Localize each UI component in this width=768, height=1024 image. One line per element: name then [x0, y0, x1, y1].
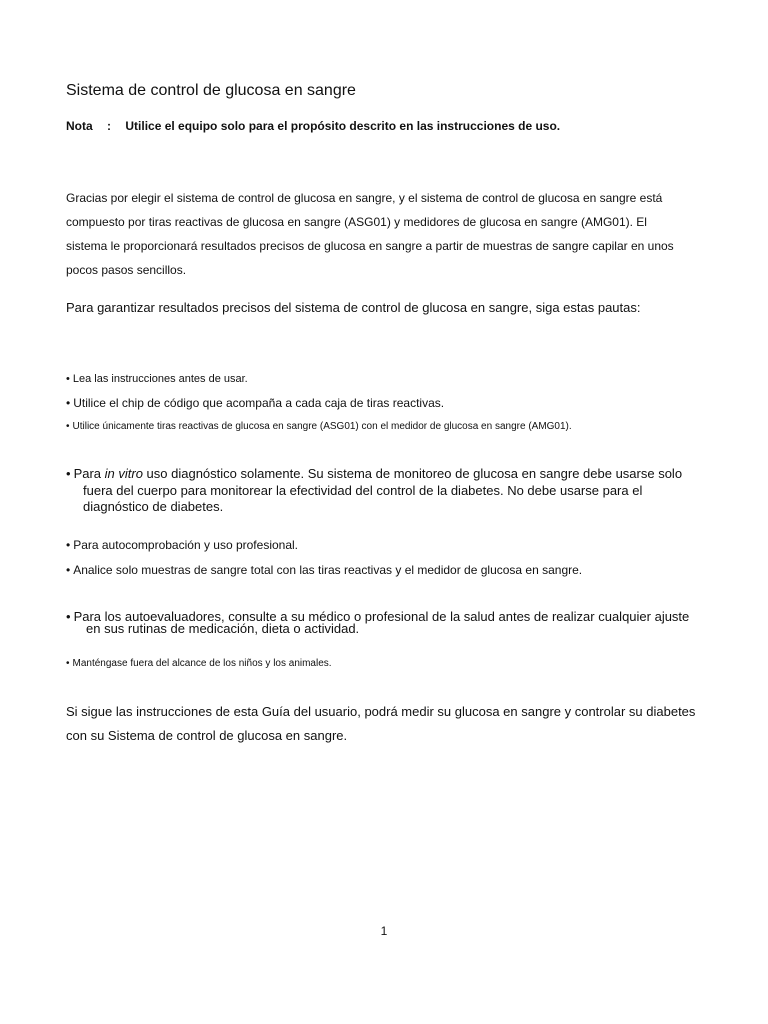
intro-line-1: Gracias por elegir el sistema de control de glucosa en sangre, y el sistema de control de glucosa en sangre está — [66, 191, 663, 205]
intro-line-4: pocos pasos sencillos. — [66, 263, 187, 277]
bullet-strips-only — [66, 421, 572, 432]
bullet-dot: • — [66, 538, 71, 552]
note-label: Nota — [66, 119, 93, 133]
note-text: Utilice el equipo solo para el propósito descrito en las instrucciones de uso. — [125, 119, 561, 133]
bullet-dot: • — [66, 563, 71, 577]
bullet-text: Lea las instrucciones antes de usar. — [72, 373, 248, 385]
bullet-text-italic: in vitro — [104, 466, 143, 481]
bullet-text-post: uso diagnóstico solamente. Su sistema de monitoreo de glucosa en sangre debe usarse solo — [142, 466, 683, 481]
bullet-dot: • — [66, 609, 71, 624]
bullet-in-vitro-line-3: diagnóstico de diabetes. — [83, 499, 224, 514]
bullet-whole-blood — [66, 563, 582, 577]
bullet-text-pre: Para — [73, 466, 105, 481]
closing-line-2: con su Sistema de control de glucosa en sangre. — [66, 728, 348, 743]
page-number: 1 — [380, 924, 388, 938]
intro-line-2: compuesto por tiras reactivas de glucosa en sangre (ASG01) y medidores de glucosa en sangre (AMG01). El — [66, 215, 647, 229]
note-separator: : — [107, 119, 112, 133]
guidelines-intro: Para garantizar resultados precisos del sistema de control de glucosa en sangre, siga estas pautas: — [66, 300, 641, 315]
bullet-code-chip — [66, 396, 444, 410]
page-title: Sistema de control de glucosa en sangre — [66, 82, 356, 99]
intro-line-3: sistema le proporcionará resultados precisos de glucosa en sangre a partir de muestras de sangre capilar en unos — [66, 239, 674, 253]
note — [66, 119, 560, 133]
bullet-text: Para los autoevaluadores, consulte a su médico o profesional de la salud antes de realizar cualquier ajuste — [73, 609, 690, 624]
bullet-dot: • — [66, 373, 70, 385]
bullet-text: Para autocomprobación y uso profesional. — [73, 538, 299, 552]
bullet-text: Manténgase fuera del alcance de los niños y los animales. — [72, 658, 332, 669]
bullet-consult-doctor-line-2: en sus rutinas de medicación, dieta o actividad. — [86, 621, 360, 636]
bullet-dot: • — [66, 396, 71, 410]
bullet-dot: • — [66, 658, 70, 669]
bullet-read-instructions — [66, 373, 248, 385]
bullet-dot: • — [66, 421, 70, 432]
bullet-self-testing — [66, 538, 298, 552]
bullet-keep-away — [66, 658, 332, 669]
bullet-text: Analice solo muestras de sangre total con las tiras reactivas y el medidor de glucosa en sangre. — [73, 563, 583, 577]
bullet-text: Utilice el chip de código que acompaña a cada caja de tiras reactivas. — [73, 396, 445, 410]
bullet-dot: • — [66, 466, 71, 481]
bullet-text: Utilice únicamente tiras reactivas de glucosa en sangre (ASG01) con el medidor de glucosa en sangre (AMG01). — [72, 421, 572, 432]
bullet-in-vitro-line-2: fuera del cuerpo para monitorear la efectividad del control de la diabetes. No debe usarse para el — [83, 483, 643, 498]
closing-line-1: Si sigue las instrucciones de esta Guía del usuario, podrá medir su glucosa en sangre y controlar su diabetes — [66, 704, 696, 719]
bullet-in-vitro — [66, 466, 682, 481]
